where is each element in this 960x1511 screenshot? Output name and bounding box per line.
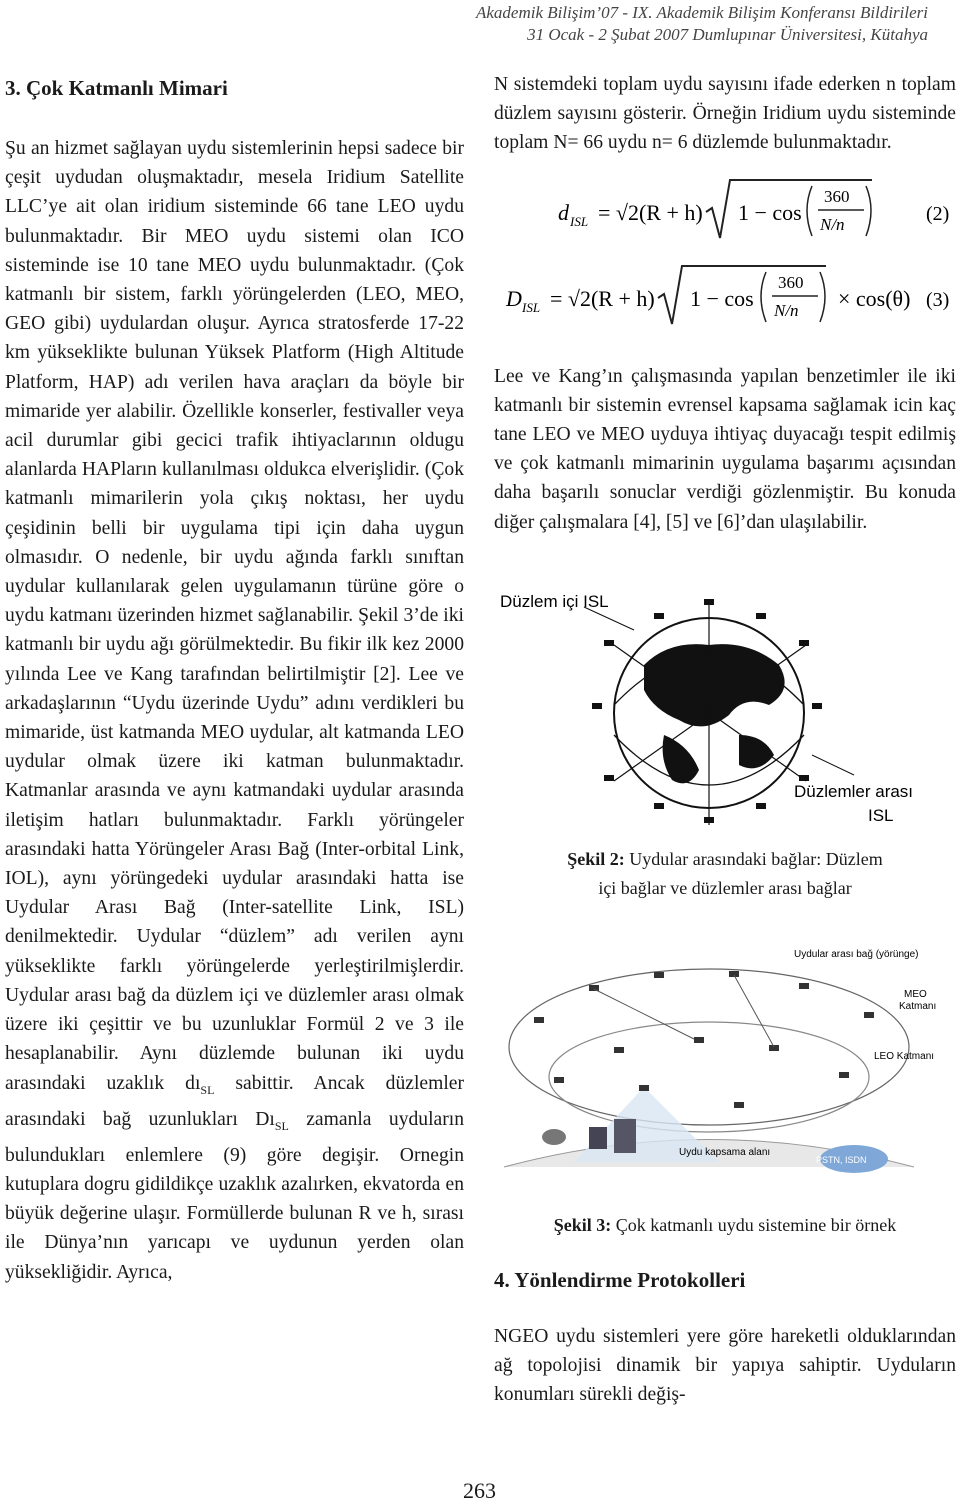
equation-3 [494,254,956,334]
header-dates: 31 Ocak - 2 Şubat 2007 Dumlupınar Üniversitesi, Kütahya [527,25,928,44]
body-text-b: sabittir. Ancak düzlemler arasındaki bağ uzunlukları Dı [5,1072,464,1130]
header-conference: Akademik Bilişim’07 - IX. Akademik Bilişim Konferansı Bildirileri [475,3,928,22]
figure-3-caption [494,1211,956,1240]
svg-text:= √2(R + h): = √2(R + h) [550,285,655,311]
fig3-label-meo-2: Katmanı [899,1000,937,1012]
section-3-body [5,134,464,1287]
section-heading-3: 3. Çok Katmanlı Mimari [5,76,228,100]
svg-text:× cos(θ): × cos(θ) [838,285,911,311]
figure-3 [494,937,956,1199]
svg-text:1 − cos: 1 − cos [738,199,802,225]
results-paragraph: Lee ve Kang’ın çalışmasında yapılan benzetimler ile iki katmanlı bir sistemin evrensel kapsama sağlamak icin kaç tane LEO ve MEO uyduya ihtiyaç duyacağı tespit edilmiş ve çok katmanlı mimarinin uygulama başarımı açısından daha başarılı sonuclar verdiği gözlenmiştir. Bu konuda diğer çalışmalara [4], [5] ve [6]’dan ulaşılabilir. [494,365,956,533]
fig3-label-meo-1: MEO [904,988,927,1000]
fig3-caption-label: Şekil 3: [553,1214,612,1235]
intro-paragraph: N sistemdeki toplam uydu sayısını ifade ederken n toplam düzlem sayısını gösterir. Örneğin Iridium uydu sisteminde toplam N= 66 uydu n= 6 düzlemde bulunmaktadır. [494,74,956,154]
left-column [5,70,464,1287]
section-heading-4: 4. Yönlendirme Protokolleri [494,1267,746,1292]
svg-text:N/n: N/n [820,214,845,234]
equation-2 [494,172,956,248]
section-4-body: NGEO uydu sistemleri yere göre hareketli olduklarından ağ topolojisi dinamik bir yapıya sahiptir. Uyduların konumları sürekli değiş- [494,1325,956,1406]
figure-2-caption [494,845,956,903]
body-text-c: zamanla uyduların bulundukları enlemlere (9) göre degişir. Ornegin kutuplara dogru gidildikçe uzaklık azalırken, ekvatorda en büyük değerine ulaşır. Formüllerde bulunan R ve h, sırası ile Dünya’nın yarıcapı ve uydunun yerden olan yüksekliğidir. Ayrıca, [5,1108,464,1283]
svg-text:ISL: ISL [570,213,589,229]
svg-text:ISL: ISL [522,299,541,315]
svg-text:D: D [506,285,522,311]
svg-text:N/n: N/n [774,300,799,320]
fig3-label-network: PSTN, ISDN [816,1154,867,1165]
fig2-label-interplane-2: ISL [868,805,894,825]
subscript-sl: SL [200,1082,215,1097]
svg-text:360: 360 [824,186,850,206]
fig3-label-leo: LEO Katmanı [874,1050,935,1062]
page-header [476,2,928,46]
fig2-caption-label: Şekil 2: [567,848,625,869]
page-number: 263 [463,1478,496,1503]
svg-text:= √2(R + h): = √2(R + h) [598,199,703,225]
body-text-a: Şu an hizmet sağlayan uydu sistemlerinin hepsi sadece bir çeşit uydudan oluşmaktadır, mesela Iridium Satellite LLC’ye ait olan iridium sisteminde 66 tane LEO uydu bulunmaktadır. Bir MEO uydu sistemi olan ICO sisteminde ise 10 tane MEO uydu bulunmaktadır. (Çok katmanlı bir sistem, farklı yörüngelerden (LEO, MEO, GEO gibi) uydulardan oluşur. Ayrıca stratosferde 17-22 km yükseklikte bulunan Yüksek Platform (High Altitude Platform, HAP) adı verilen hava araçları da böyle bir mimaride yer alabilir. Özellikle konserler, festivaller veya acil durumlar gibi gecici trafik ihtiyaclarının oldugu alanlarda HAPların kullanılması oldukca elverişlidir. (Çok katmanlı mimarilerin yola çıkış noktası, her uydu çeşidinin belli bir uygulama tipi için daha uygun olmasıdır. O nedenle, bir uydu ağında farklı sınıftan uydular kullanılarak gelen uygulamanın türüne göre o uydu katmanı üzerinden hizmet sağlanabilir. Şekil 3’de iki katmanlı bir uydu ağı görülmektedir. Bu fikir ilk kez 2000 yılında Lee ve Kang tarafından belirtilmiştir [2]. Lee ve arkadaşlarının “Uydu üzerinde Uydu” adını verdikleri bu mimaride, üst katmanda MEO uydular, alt katmanda LEO uydular olmak üzere iki katman bulunmaktadır. Katmanlar arasında ve aynı katmandaki uydular arasında iletişim hatları bulunmaktadır. Farklı yörüngeler arasındaki hatta Yörüngeler Arası Bağ (Inter-orbital Link, IOL), aynı yörüngedeki uydular arasındaki hatta ise Uydular Arası Bağ (Inter-satellite Link, ISL) denilmektedir. Uydular “düzlem” adı verilen aynı yükseklikte farklı yörüngelerde yerleştirilmişlerdir. Uydular arası bağ da düzlem içi ve düzlemler arası olmak üzere iki çeşittir ve bu uzunluklar Formül 2 ve 3 ile hesaplanabilir. Aynı düzlemde bulunan iki uydu arasındaki uzaklık dı [5,138,464,1094]
svg-text:d: d [558,199,569,225]
fig2-label-inplane: Düzlem içi ISL [500,591,609,611]
fig2-label-interplane-1: Düzlemler arası [794,781,914,801]
fig3-label-coverage: Uydu kapsama alanı [679,1146,771,1158]
svg-text:360: 360 [778,272,804,292]
fig2-caption-line2: içi bağlar ve düzlemler arası bağlar [598,877,852,898]
right-column [494,70,956,1409]
svg-text:1 − cos: 1 − cos [690,285,754,311]
fig3-caption-text: Çok katmanlı uydu sistemine bir örnek [611,1214,897,1235]
equation-3-number: (3) [926,288,950,311]
fig3-label-link: Uydular arası bağ (yörünge) [794,948,919,960]
figure-2 [494,585,956,835]
subscript-sl-2: SL [274,1118,289,1133]
fig2-caption-line1: Uydular arasındaki bağlar: Düzlem [624,848,883,869]
equation-2-number: (2) [926,202,950,225]
